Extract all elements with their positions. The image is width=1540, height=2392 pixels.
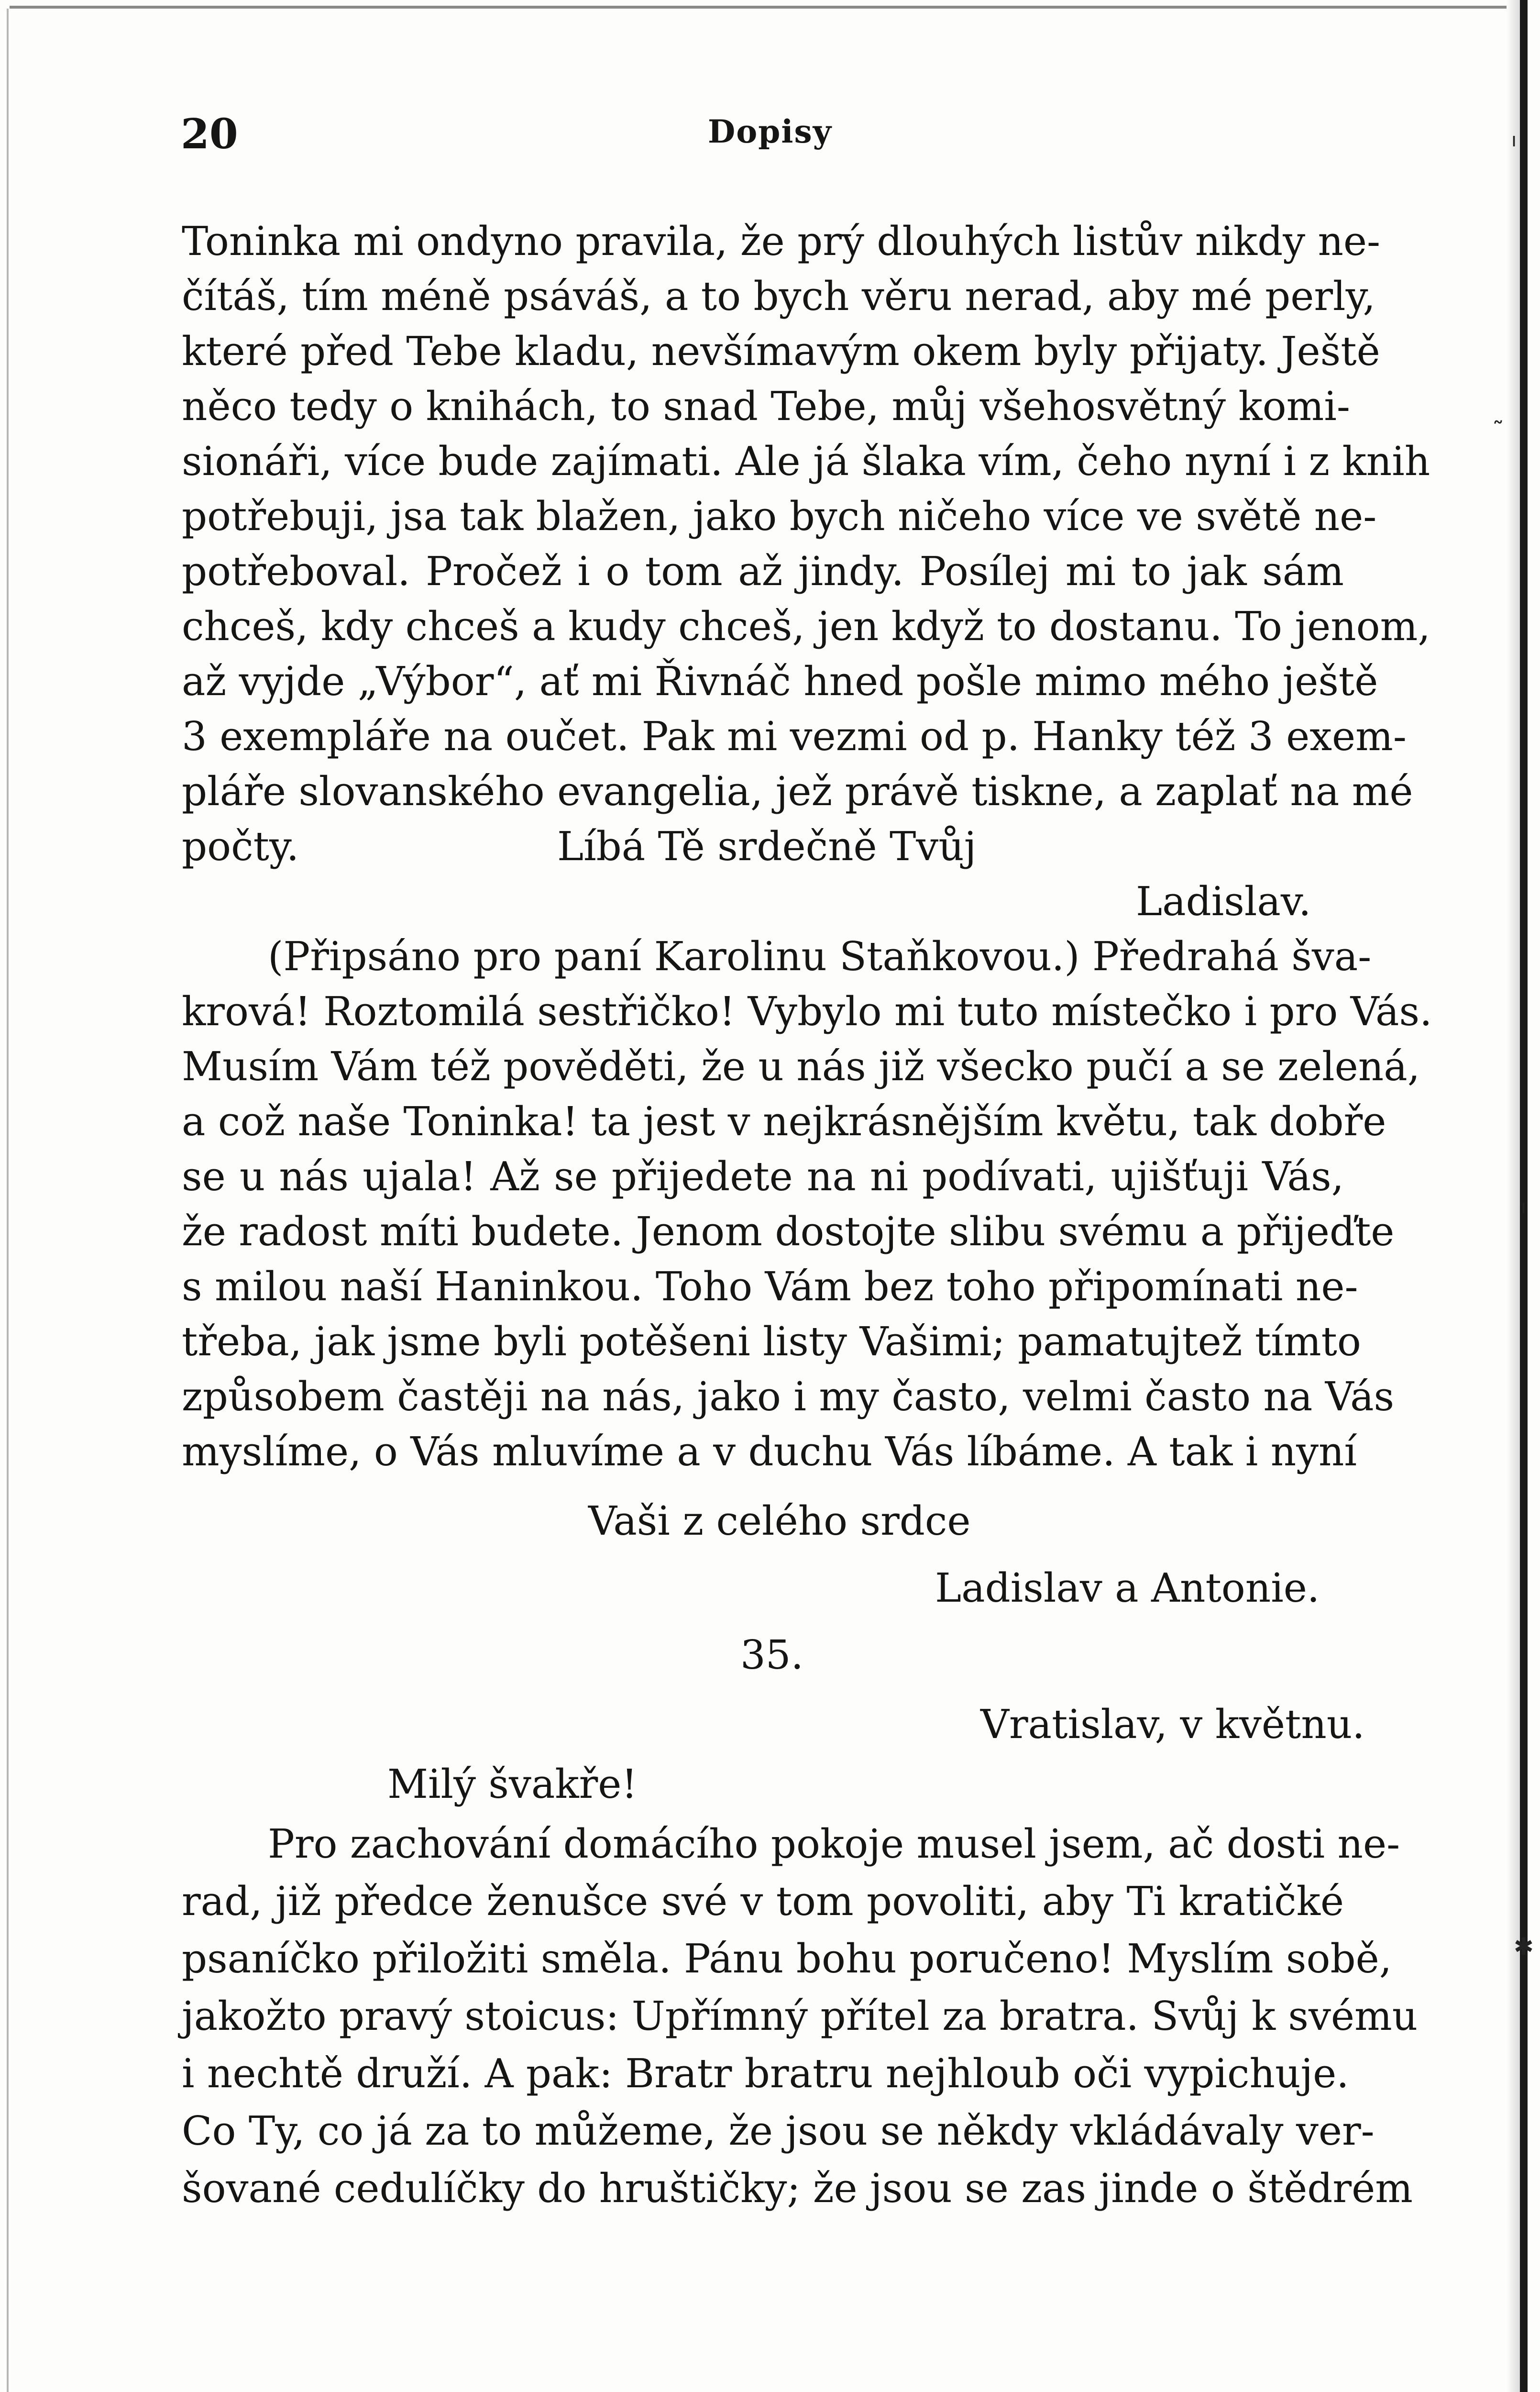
text-line: které před Tebe kladu, nevšímavým okem byly přijaty. Ještě xyxy=(182,328,1380,375)
closing-greeting: Líbá Tě srdečně Tvůj xyxy=(557,823,977,870)
text-line: jakožto pravý stoicus: Upřímný přítel za bratra. Svůj k svému xyxy=(182,1993,1418,2039)
postscript-signature: Ladislav a Antonie. xyxy=(935,1565,1320,1611)
text-line: myslíme, o Vás mluvíme a v duchu Vás líbáme. A tak i nyní xyxy=(182,1429,1357,1475)
letter-number: 35. xyxy=(740,1632,803,1678)
text-line: Toninka mi ondyno pravila, že prý dlouhých listův nikdy ne- xyxy=(182,218,1381,265)
page-number: 20 xyxy=(181,110,238,158)
text-line: Pro zachování domácího pokoje musel jsem, ač dosti ne- xyxy=(268,1821,1400,1867)
text-line: krová! Roztomilá sestřičko! Vybylo mi tuto místečko i pro Vás. xyxy=(182,988,1432,1035)
scan-speck: ı xyxy=(1521,1196,1527,1218)
text-line: s milou naší Haninkou. Toho Vám bez toho připomínati ne- xyxy=(182,1263,1358,1310)
text-line: čítáš, tím méně psáváš, a to bych věru nerad, aby mé perly, xyxy=(182,273,1375,320)
text-line: třeba, jak jsme byli potěšeni listy Vašimi; pamatujtež tímto xyxy=(182,1318,1361,1365)
closing-start: počty. xyxy=(182,823,299,870)
text-line: Co Ty, co já za to můžeme, že jsou se někdy vkládávaly ver- xyxy=(182,2108,1375,2154)
text-line: a což naše Toninka! ta jest v nejkrásnějším květu, tak dobře xyxy=(182,1098,1386,1145)
text-line: 3 exempláře na oučet. Pak mi vezmi od p. Hanky též 3 exem- xyxy=(182,713,1407,760)
text-line: něco tedy o knihách, to snad Tebe, můj všehosvětný komi- xyxy=(182,383,1350,430)
text-line: Musím Vám též pověděti, že u nás již všecko pučí a se zelená, xyxy=(182,1043,1420,1090)
postscript-closing: Vaši z celého srdce xyxy=(588,1498,971,1544)
page-top-edge xyxy=(10,6,1516,9)
text-line: psaníčko přiložiti směla. Pánu bohu poručeno! Myslím sobě, xyxy=(182,1936,1392,1982)
text-line: že radost míti budete. Jenom dostojte slibu svému a přijeďte xyxy=(182,1208,1395,1255)
page-gutter-shadow xyxy=(1507,0,1521,2392)
text-line: potřeboval. Pročež i o tom až jindy. Posílej mi to jak sám xyxy=(182,548,1344,595)
running-title: Dopisy xyxy=(708,113,832,150)
salutation: Milý švakře! xyxy=(387,1761,638,1807)
scan-speck: ˷ xyxy=(1492,397,1504,425)
text-line: i nechtě druží. A pak: Bratr bratru nejhloub oči vypichuje. xyxy=(182,2050,1349,2097)
scan-speck: ı xyxy=(1511,129,1517,151)
text-line: pláře slovanského evangelia, jež právě tiskne, a zaplať na mé xyxy=(182,768,1413,815)
text-line: rad, již předce ženušce své v tom povoliti, aby Ti kratičké xyxy=(182,1878,1344,1925)
scan-speck: ✱ xyxy=(1514,1933,1534,1960)
text-line: chceš, kdy chceš a kudy chceš, jen když to dostanu. To jenom, xyxy=(182,603,1430,650)
text-line: způsobem častěji na nás, jako i my často, velmi často na Vás xyxy=(182,1373,1395,1420)
text-line: až vyjde „Výbor“, ať mi Řivnáč hned pošle mimo mého ještě xyxy=(182,658,1378,705)
text-line: potřebuji, jsa tak blažen, jako bych ničeho více ve světě ne- xyxy=(182,493,1377,540)
text-line: (Připsáno pro paní Karolinu Staňkovou.) Předrahá šva- xyxy=(268,933,1372,980)
page-left-edge xyxy=(7,9,9,2392)
text-line: šované cedulíčky do hruštičky; že jsou se zas jinde o štědrém xyxy=(182,2165,1413,2212)
text-line: se u nás ujala! Až se přijedete na ni podívati, ujišťuji Vás, xyxy=(182,1153,1344,1200)
place-date: Vratislav, v květnu. xyxy=(980,1701,1365,1748)
signature: Ladislav. xyxy=(1136,878,1311,925)
text-line: sionáři, více bude zajímati. Ale já šlaka vím, čeho nyní i z knih xyxy=(182,438,1430,485)
